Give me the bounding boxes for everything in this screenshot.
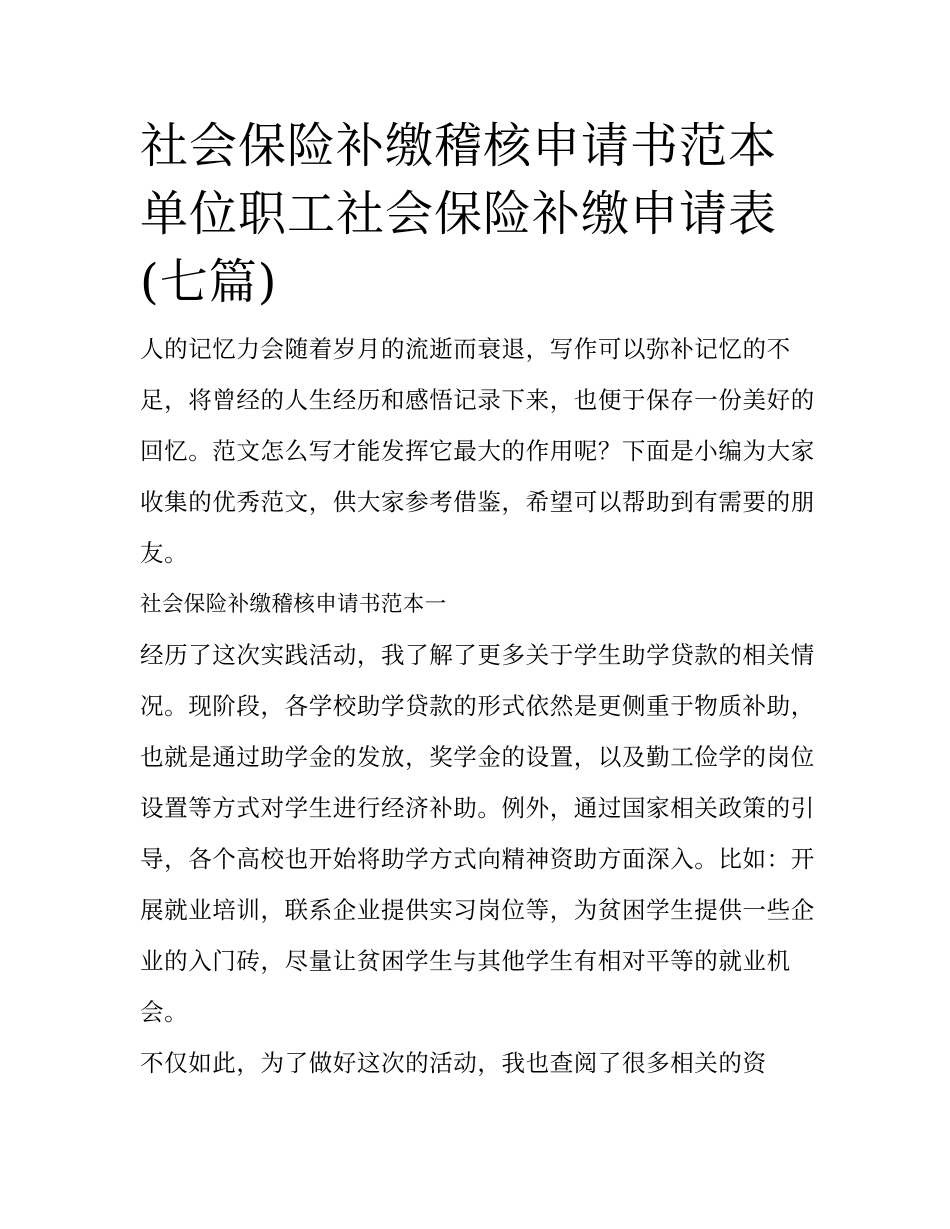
document-page [140,112,820,1089]
body-paragraph-1: 经历了这次实践活动，我了解了更多关于学生助学贷款的相关情况。现阶段，各学校助学贷款的形式依然是更侧重于物质补助，也就是通过助学金的发放，奖学金的设置，以及勤工俭学的岗位设置等方式对学生进行经济补助。例外，通过国家相关政策的引导，各个高校也开始将助学方式向精神资助方面深入。比如：开展就业培训，联系企业提供实习岗位等，为贫困学生提供一些企业的入门砖，尽量让贫困学生与其他学生有相对平等的就业机会。 [140,641,815,1026]
document-title: 社会保险补缴稽核申请书范本单位职工社会保险补缴申请表(七篇) [140,118,778,310]
section-heading: 社会保险补缴稽核申请书范本一 [140,592,447,617]
body-paragraph-2: 不仅如此，为了做好这次的活动，我也查阅了很多相关的资 [140,1049,767,1077]
intro-paragraph: 人的记忆力会随着岁月的流逝而衰退，写作可以弥补记忆的不足，将曾经的人生经历和感悟记录下来，也便于保存一份美好的回忆。范文怎么写才能发挥它最大的作用呢？下面是小编为大家收集的优秀范文，供大家参考借鉴，希望可以帮助到有需要的朋友。 [140,335,815,567]
